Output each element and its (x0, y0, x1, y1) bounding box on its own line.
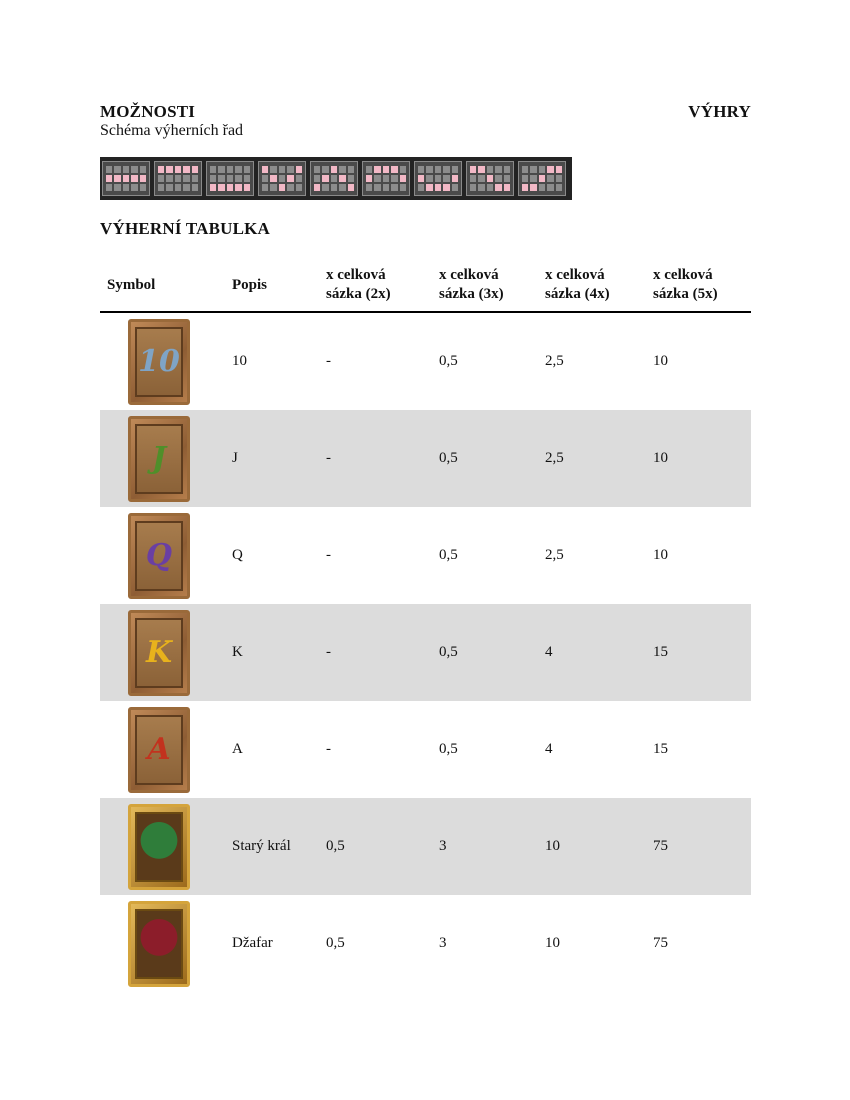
payline-cell (348, 175, 354, 182)
payline-cell (140, 184, 146, 191)
payline-cell (314, 166, 320, 173)
payline-cell (418, 166, 424, 173)
description-cell: 10 (232, 353, 247, 369)
column-header-x4-line1: x celková (545, 267, 605, 283)
payline-cell (487, 166, 493, 173)
symbol-cell (100, 604, 225, 701)
payout-x2-cell: - (326, 741, 331, 757)
payline-cell (374, 175, 380, 182)
payline-cell (539, 184, 545, 191)
payline-cell (556, 184, 562, 191)
payline-cell (227, 175, 233, 182)
payline-cell-active (400, 175, 406, 182)
column-header-x2-line1: x celková (326, 267, 386, 283)
payline-pattern-2 (154, 161, 202, 196)
payline-cell-active (279, 184, 285, 191)
description-cell: Džafar (232, 935, 273, 951)
payout-x3-cell: 0,5 (439, 604, 545, 701)
payline-cell (131, 184, 137, 191)
payline-cell (452, 166, 458, 173)
column-header-x5-line2: sázka (5x) (653, 286, 718, 302)
payline-cell-active (547, 166, 553, 173)
column-header-x2 (326, 259, 439, 312)
payline-cell-active (183, 166, 189, 173)
payline-cell-active (218, 184, 224, 191)
rules-page (100, 100, 751, 992)
description-cell: Starý král (225, 798, 326, 895)
payline-cell (114, 184, 120, 191)
payout-x4-cell: 10 (545, 935, 560, 951)
payline-cell-active (106, 175, 112, 182)
payline-cell (244, 166, 250, 173)
column-header-x2-line2: sázka (2x) (326, 286, 391, 302)
payline-cell (166, 175, 172, 182)
payline-cell (296, 175, 302, 182)
payline-cell-active (366, 175, 372, 182)
payline-cell (443, 175, 449, 182)
payline-cell (495, 166, 501, 173)
ace-card-icon (128, 707, 190, 793)
payline-cell-active (495, 184, 501, 191)
column-header-description: Popis (225, 259, 326, 312)
payline-cell (114, 166, 120, 173)
payline-cell-active (487, 175, 493, 182)
payline-cell (192, 175, 198, 182)
payline-cell (400, 184, 406, 191)
column-header-x4 (545, 259, 653, 312)
payout-x4-cell: 2,5 (545, 410, 653, 507)
payline-cell (470, 175, 476, 182)
payout-x5-cell: 75 (653, 798, 751, 895)
payline-cell (530, 175, 536, 182)
ten-card-icon (128, 319, 190, 405)
payline-cell (322, 184, 328, 191)
payline-pattern-5 (310, 161, 358, 196)
payline-cell-active (556, 166, 562, 173)
payline-cell (478, 175, 484, 182)
payline-cell (262, 175, 268, 182)
options-heading: MOŽNOSTI (100, 102, 196, 121)
payline-cell (383, 184, 389, 191)
payline-cell (158, 175, 164, 182)
payline-cell (175, 175, 181, 182)
payline-cell (487, 184, 493, 191)
payline-cell (322, 166, 328, 173)
column-header-x3-line2: sázka (3x) (439, 286, 504, 302)
payline-cell-active (114, 175, 120, 182)
payline-pattern-6 (362, 161, 410, 196)
payline-pattern-8 (466, 161, 514, 196)
payline-cell (279, 166, 285, 173)
queen-card-icon (128, 513, 190, 599)
symbol-cell (100, 701, 225, 798)
paytable-title: VÝHERNÍ TABULKA (100, 219, 271, 238)
description-cell: K (225, 604, 326, 701)
symbol-glyph: K (135, 618, 183, 688)
payline-cell (218, 166, 224, 173)
payout-x3-cell: 3 (439, 935, 447, 951)
payout-x4-cell: 2,5 (545, 353, 564, 369)
old-king-portrait-icon (128, 804, 190, 890)
payline-pattern-4 (258, 161, 306, 196)
payline-pattern-7 (414, 161, 462, 196)
payline-cell (262, 184, 268, 191)
payline-cell-active (287, 175, 293, 182)
payline-cell-active (175, 166, 181, 173)
column-header-x3 (439, 259, 545, 312)
payline-cell (210, 175, 216, 182)
payline-cell-active (391, 166, 397, 173)
column-header-symbol: Symbol (100, 259, 225, 312)
table-row (100, 701, 751, 798)
payline-cell (348, 166, 354, 173)
payline-cell (175, 184, 181, 191)
table-row (100, 410, 751, 507)
payline-cell-active (235, 184, 241, 191)
column-header-x5-line1: x celková (653, 267, 713, 283)
payline-cell-active (522, 184, 528, 191)
payline-cell (418, 184, 424, 191)
payline-cell (547, 175, 553, 182)
payline-cell (435, 175, 441, 182)
payline-cell (470, 184, 476, 191)
symbol-glyph: 10 (135, 327, 183, 397)
payline-cell (495, 175, 501, 182)
payline-pattern-9 (518, 161, 566, 196)
payout-x3-cell: 0,5 (439, 741, 458, 757)
payline-cell (227, 166, 233, 173)
jack-card-icon (128, 416, 190, 502)
payline-cell-active (426, 184, 432, 191)
payline-cell-active (322, 175, 328, 182)
payline-cell (556, 175, 562, 182)
payline-cell (547, 184, 553, 191)
payline-cell-active (443, 184, 449, 191)
payline-cell-active (140, 175, 146, 182)
payline-cell-active (383, 166, 389, 173)
king-card-icon (128, 610, 190, 696)
payout-x3-cell: 3 (439, 798, 545, 895)
symbol-cell (100, 507, 225, 604)
payline-cell-active (339, 175, 345, 182)
payline-cell-active (504, 184, 510, 191)
payline-cell-active (131, 175, 137, 182)
payline-cell (183, 175, 189, 182)
payline-cell (158, 184, 164, 191)
payline-cell-active (227, 184, 233, 191)
payout-x5-cell: 10 (653, 547, 668, 563)
payline-cell (270, 184, 276, 191)
payline-cell (183, 184, 189, 191)
payline-cell-active (435, 184, 441, 191)
payout-x5-cell: 10 (653, 353, 668, 369)
payline-cell-active (192, 166, 198, 173)
paylines-strip (100, 157, 572, 200)
payline-cell (210, 166, 216, 173)
payline-cell (244, 175, 250, 182)
payout-x4-cell: 4 (545, 604, 653, 701)
payline-cell (279, 175, 285, 182)
payline-cell (539, 166, 545, 173)
payline-cell (331, 175, 337, 182)
payline-cell (287, 166, 293, 173)
payout-x2-cell: - (326, 604, 439, 701)
symbol-cell (100, 895, 225, 992)
column-header-x4-line2: sázka (4x) (545, 286, 610, 302)
wins-heading: VÝHRY (688, 102, 751, 121)
payline-cell (106, 166, 112, 173)
payline-cell (123, 166, 129, 173)
table-row (100, 895, 751, 992)
payline-cell (192, 184, 198, 191)
payline-cell (426, 166, 432, 173)
payline-cell (296, 184, 302, 191)
payout-x5-cell: 10 (653, 410, 751, 507)
jafar-portrait-icon (128, 901, 190, 987)
payline-cell (452, 184, 458, 191)
payline-cell (443, 166, 449, 173)
payline-cell (504, 166, 510, 173)
symbol-cell (100, 312, 225, 410)
symbol-glyph (135, 909, 183, 979)
payline-cell (331, 184, 337, 191)
payline-cell (339, 184, 345, 191)
paytable-header-row (100, 259, 751, 312)
payout-x4-cell: 4 (545, 741, 553, 757)
payline-cell (391, 184, 397, 191)
payline-cell-active (348, 184, 354, 191)
symbol-glyph: A (135, 715, 183, 785)
payout-x4-cell: 2,5 (545, 547, 564, 563)
payline-cell (391, 175, 397, 182)
payline-cell-active (374, 166, 380, 173)
payline-cell-active (418, 175, 424, 182)
paytable (100, 259, 751, 992)
payline-cell (106, 184, 112, 191)
paytable-body (100, 312, 751, 992)
table-row (100, 312, 751, 410)
payout-x5-cell: 15 (653, 604, 751, 701)
payline-cell (522, 166, 528, 173)
payline-cell (131, 166, 137, 173)
payline-cell (166, 184, 172, 191)
payline-cell (235, 166, 241, 173)
symbol-cell (100, 798, 225, 895)
description-cell: J (225, 410, 326, 507)
payline-cell (383, 175, 389, 182)
table-row (100, 798, 751, 895)
payline-cell (314, 175, 320, 182)
symbol-glyph: Q (135, 521, 183, 591)
payline-cell-active (470, 166, 476, 173)
table-row (100, 604, 751, 701)
payline-cell (435, 166, 441, 173)
payline-cell-active (539, 175, 545, 182)
payout-x3-cell: 0,5 (439, 353, 458, 369)
payout-x5-cell: 75 (653, 935, 668, 951)
header-row (100, 100, 751, 122)
payout-x2-cell: - (326, 353, 331, 369)
payline-cell-active (314, 184, 320, 191)
payline-cell (522, 175, 528, 182)
payout-x2-cell: 0,5 (326, 935, 345, 951)
payline-cell (426, 175, 432, 182)
payline-cell-active (478, 166, 484, 173)
payline-cell (530, 166, 536, 173)
payline-cell-active (158, 166, 164, 173)
payline-cell-active (296, 166, 302, 173)
payout-x3-cell: 0,5 (439, 410, 545, 507)
payout-x4-cell: 10 (545, 798, 653, 895)
payout-x2-cell: - (326, 547, 331, 563)
symbol-glyph (135, 812, 183, 882)
payline-cell (270, 166, 276, 173)
payline-cell (123, 184, 129, 191)
payline-cell (339, 166, 345, 173)
payline-cell-active (530, 184, 536, 191)
payline-cell (400, 166, 406, 173)
description-cell: A (232, 741, 243, 757)
payline-cell-active (262, 166, 268, 173)
payline-cell-active (244, 184, 250, 191)
payline-cell (478, 184, 484, 191)
payline-cell (366, 166, 372, 173)
payline-cell (235, 175, 241, 182)
payline-cell-active (166, 166, 172, 173)
payline-cell (140, 166, 146, 173)
column-header-x5 (653, 259, 751, 312)
payout-x2-cell: 0,5 (326, 798, 439, 895)
payline-pattern-3 (206, 161, 254, 196)
payline-cell (366, 184, 372, 191)
payline-cell (218, 175, 224, 182)
payline-cell-active (331, 166, 337, 173)
symbol-glyph: J (135, 424, 183, 494)
payline-cell-active (452, 175, 458, 182)
payline-cell (287, 184, 293, 191)
payout-x3-cell: 0,5 (439, 547, 458, 563)
payline-cell (504, 175, 510, 182)
paylines-subtitle: Schéma výherních řad (100, 122, 244, 139)
payline-pattern-1 (102, 161, 150, 196)
payout-x2-cell: - (326, 410, 439, 507)
payline-cell (374, 184, 380, 191)
payline-cell-active (210, 184, 216, 191)
table-row (100, 507, 751, 604)
payout-x5-cell: 15 (653, 741, 668, 757)
column-header-x3-line1: x celková (439, 267, 499, 283)
symbol-cell (100, 410, 225, 507)
payline-cell-active (123, 175, 129, 182)
payline-cell-active (270, 175, 276, 182)
description-cell: Q (232, 547, 243, 563)
